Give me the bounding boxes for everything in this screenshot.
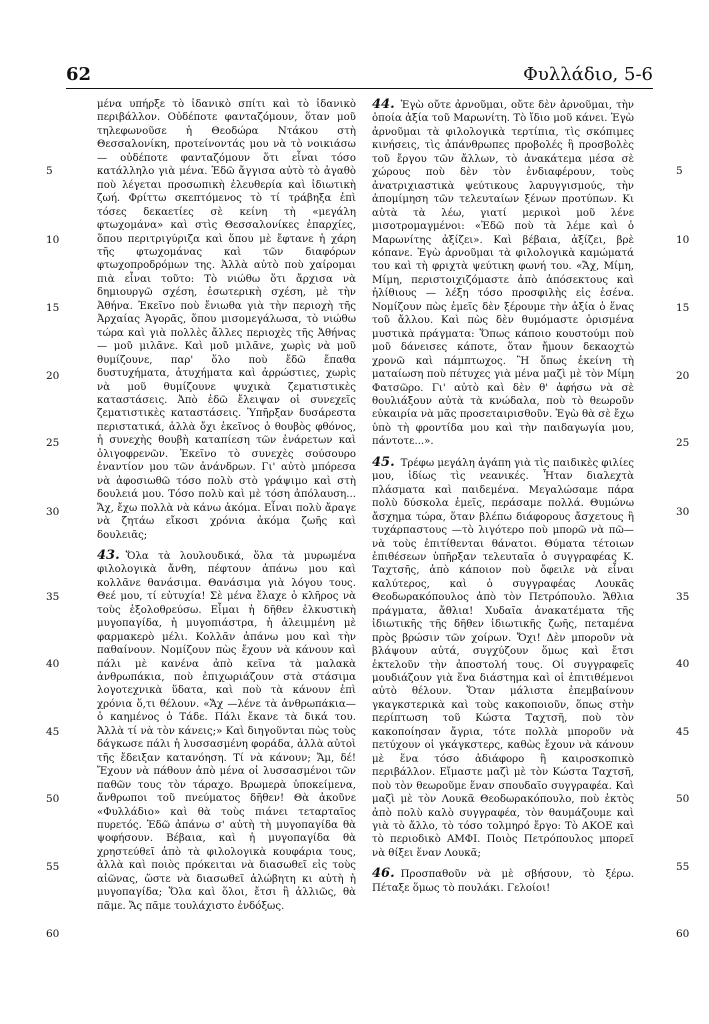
line-number: 50	[676, 793, 690, 805]
running-title: Φυλλάδιο, 5-6	[523, 64, 653, 85]
line-number: 25	[676, 437, 690, 449]
line-number: 35	[46, 591, 60, 603]
section-43	[97, 549, 356, 913]
line-number: 40	[676, 658, 690, 670]
section-45	[372, 456, 634, 861]
line-number: 10	[676, 234, 690, 246]
line-number: 20	[676, 370, 690, 382]
line-number: 15	[676, 302, 690, 314]
page-header	[66, 62, 653, 89]
line-number: 50	[46, 793, 60, 805]
line-number: 15	[46, 302, 60, 314]
line-number: 45	[46, 726, 60, 738]
line-number: 30	[46, 506, 60, 518]
section-text: Ὅλα τὰ λουλουδικά, ὅλα τὰ μυρωμένα φιλολογικὰ ἄνθη, πέφτουν ἀπάνω μου καὶ κολλᾶνε θανάσιμα. Θανάσιμα γιὰ λόγου τους. Θεέ μου, τί εὐτυχία! Σὲ μένα ἔλαχε ὁ κλῆρος νὰ τοὺς ἐξολοθρεύσω. Εἶμαι ἡ δῆθεν ἑλκυστικὴ μυγοπαγίδα, ἡ μυγοπιάστρα, ἡ ἀλειμμένη μὲ φαρμακερὸ μέλι. Κολλᾶν ἀπάνω μου καὶ τὴν παθαίνουν. Νομίζουν πὼς ἔχουν νὰ κάνουν καὶ πάλι μὲ κανένα ἀπὸ κεῖνα τὰ μαλακὰ ἀνθρωπάκια, ποὺ ἐπιχωριάζουν στὰ στάσιμα λογοτεχνικὰ ὕδατα, καὶ ποὺ τὰ κάνουν ἐπὶ χρόνια ὅ,τι θέλουν. «Ἄχ —λένε τὰ ἀνθρωπάκια— ὁ καημένος ὁ Τάδε. Πάλι ἔκανε τὰ δικά του. Ἀλλὰ τί νὰ τὸν κάνεις;» Καὶ διηγοῦνται πὼς τοὺς δάγκωσε πάλι ἡ λυσσασμένη φοράδα, ἀλλὰ αὐτοὶ τῆς ἔδειξαν κατανόηση. Τί νὰ κάνουν; Ἄμ, δέ! Ἔχουν νὰ πάθουν ἀπὸ μένα οἱ λυσσασμένοι τῶν παθῶν τους τὸν τάραχο. Βρωμερὰ ὑποκείμενα, ἄνθρωποι τοῦ πνεύματος δῆθεν! Θὰ ἀκοῦνε «Φυλλάδιο» καὶ θὰ τοὺς πιάνει τεταρταῖος πυρετός. Ἐδῶ ἀπάνω σ' αὐτὴ τὴ μυγοπαγίδα θὰ ψοφήσουν. Βέβαια, καὶ ἡ μυγοπαγίδα θὰ χρηστεύθεῖ ἀπὸ τὰ φιλολογικὰ κουφάρια τους, ἀλλὰ καὶ ποιὸς πρόκειται νὰ διασωθεῖ εἰς τοὺς αἰῶνας, ὥστε νὰ διασωθεῖ ἀλώβητη κι αὐτὴ ἡ μυγοπαγίδα; Ὅλα καὶ ὅλοι, ἔτσι ἢ ἀλλιῶς, θὰ πᾶμε. Ἄς πᾶμε τουλάχιστο ἐνδόξως.	[97, 550, 356, 912]
line-number: 25	[46, 437, 60, 449]
line-number: 5	[676, 165, 683, 177]
section-number: 46.	[372, 866, 395, 882]
page-number: 62	[66, 64, 92, 85]
line-number: 10	[46, 234, 60, 246]
line-number: 45	[676, 726, 690, 738]
right-column	[372, 98, 634, 895]
line-number: 30	[676, 506, 690, 518]
line-number: 55	[46, 861, 60, 873]
paragraph: μένα υπήρξε τὸ ἰδανικὸ σπίτι καὶ τὸ ἰδανικὸ περιβάλλον. Οὐδέποτε φανταζόμουν, ὅταν μοῦ τηλεφωνοῦσε ἡ Θεοδώρα Ντάκου στὴ Θεσσαλονίκη, προτείνοντάς μου νὰ τὸ νοικιάσω — οὐδέποτε φανταζόμουν ὅτι εἶναι τόσο κατάλληλο γιὰ μένα. Ἐδῶ ἄγγισα αὐτὸ τὸ ἀγαθὸ ποὺ λέγεται προσωπικὴ ἐλευθερία καὶ ἰδιωτικὴ ζωή. Φρίττω σκεπτόμενος τὸ τί τράβηξα ἐπὶ τόσες δεκαετίες σὲ κείνη τὴ «μεγάλη φτωχομάνα» καὶ στὶς Θεσσαλονίκες ἐπαρχίες, ὅπου περιτριγύριζα καὶ ὅπου μὲ ἔφτανε ἡ χάρη τῆς φτωχομάνας καὶ τῶν διαφόρων φτωχοπροδρόμων της. Ἀλλὰ αὐτὸ ποὺ χαίρομαι πιὰ εἶναι τοῦτο: Τὸ νιώθω ὅτι ἄρχισα νὰ δημιουργῶ σχέση, ἐσωτερικὴ σχέση, μὲ τὴν Ἀθήνα. Ἐκεῖνο ποὺ ἔνιωθα γιὰ τὴν περιοχὴ τῆς Ἀρχαίας Ἀγορᾶς, ὅπου μισομεγάλωσα, τὸ νιώθω τώρα καὶ γιὰ πολλὲς ἄλλες περιοχὲς τῆς Ἀθήνας — μοῦ μιλᾶνε. Καὶ μοῦ μιλᾶνε, χωρὶς νὰ μοῦ θυμίζουνε, παρ' ὅλο ποὺ ἔδῶ ἔπαθα δυστυχήματα, ἀτυχήματα καὶ ἀρρώστιες, χωρὶς νὰ μοῦ θυμίζουνε ψυχικὰ ζεματιστικὲς καταστάσεις. Ἀπὸ ἐδῶ ἔλειψαν οἱ συνεχεῖς ζεματιστικὲς καταστάσεις. Ὑπῆρξαν δυσάρεστα περιστατικά, ἀλλὰ ὄχι ἐκεῖνος ὁ θουβὸς φθόνος, ἡ συνεχὴς θουβὴ καταπίεση τῶν ἐνάρετων καὶ ὀλιγοφρενῶν. Ἐκεῖνο τὸ συνεχὲς σούσουρο ἐναντίον μου τῶν ἀνάνδρων. Γι' αὐτὸ μπόρεσα νὰ ἀφοσιωθῶ τόσο πολὺ στὸ γράψιμο καὶ στὴ δουλειά μου. Τόσο πολὺ καὶ μὲ τόση ἀπόλαυση... Ἄχ, ἔχω πολλὰ νὰ κάνω ἀκόμα. Εἶναι πολὺ ἄραγε νὰ ζητάω εἴκοσι χρόνια ἀκόμα ζωῆς καὶ δουλειᾶς;	[97, 99, 356, 541]
section-text: Ἐγὼ οὔτε ἀρνοῦμαι, οὔτε δὲν ἀρνοῦμαι, τὴν ὁποία ἀξία τοῦ Μαρωνίτη. Τὸ ἴδιο μοῦ κάνει. Ἐγὼ ἀρνοῦμαι τὰ φιλολογικὰ τερτίπια, τὶς σκόπιμες κινήσεις, τὶς ἀπάνθρωπες προβολές ἢ προσβολὲς τοῦ ἔργου τῶν ἄλλων, τὸ ἀνακάτεμα μέσα σὲ χώρους ποὺ δὲν τὸν ἐνδιαφέρουν, τοὺς ἀνατριχιαστικὰ ψεύτικους λαρυγγισμούς, τὴν ἀπομίμηση τῶν τελευταίων ξένων προτύπων. Κι αὐτὰ τὰ λέω, γιατί μερικοὶ μοῦ λένε μισοτρομαγμένοι: «Ἐδῶ ποὺ τὰ λέμε καὶ ὁ Μαρωνίτης ἀξίζει». Καὶ βέβαια, ἀξίζει, βρὲ κόπανε. Ἐγὼ ἀρνοῦμαι τὰ φιλολογικὰ καμώματά του καὶ τὴ φριχτὰ ψεύτικη φωνή του. «Ἄχ, Μίμη, Μίμη, περιστοιχιζόμαστε ἀπὸ ἀπόσεκτους καὶ ἠλίθιους — λέξη τόσο προσφιλὴς εἰς ἐσένα. Νομίζουν πὼς ἐμεῖς δὲν ξέρουμε τὴν ἀξία ὁ ἕνας τοῦ ἄλλου. Καὶ πὼς δὲν θυμόμαστε ὁρισμένα μυστικὰ πράγματα: Ὅπως κάποιο κουστούμι ποὺ μοῦ δάνεισες κάποτε, ὅταν ἤμουν δεκαοχτὼ χρονῶ καὶ πάμπτωχος. Ἢ ὅπως ἐκείνη τὴ ματαίωση ποὺ πέτυχες γιὰ μένα μαζὶ μὲ τὸν Μίμη Φατσῶρο. Γι' αὐτὸ καὶ δὲν θ' ἀφήσω νὰ σὲ θουλιάξουν αὐτὰ τὰ κνώδαλα, ποὺ τὸ θεωροῦν εὐκαιρία νὰ μᾶς προσεταιρισθοῦν. Ἐγὼ θὰ σὲ ἔχω ὑπὸ τὴ φροντίδα μου καὶ τὴν παιδαγωγία μου, πάντοτε...».	[372, 100, 634, 448]
section-46	[372, 867, 634, 895]
section-number: 43.	[97, 547, 120, 563]
line-number: 55	[676, 861, 690, 873]
section-text: Τρέφω μεγάλη ἀγάπη γιὰ τὶς παιδικὲς φιλίες μου, ἰδίως τὶς νεανικές. Ἦταν διαλεχτὰ πλάσματα καὶ παιδεμένα. Μεγαλώσαμε πάρα πολὺ δύσκολα ἐμεῖς, περάσαμε πολλά. Θυμώνω ἄσχημα τώρα, ὅταν βλέπω διάφορους ἄσχετους ἢ τυχάρπαστους —τὸ λιγότερο ποὺ μπορῶ νὰ πῶ— νὰ τοὺς ἐπιτίθενται θάνατοι. Θύματα τέτοιων ἐπιθέσεων ὑπῆρξαν τελευταῖα ὁ συγγραφέας Κ. Ταχτσῆς, ἀπὸ κάποιον ποὺ ὄφειλε νὰ εἶναι καλύτερος, καὶ ὁ συγγραφέας Λουκᾶς Θεοδωρακόπουλος ἀπὸ τὸν Πετρόπουλο. Ἄθλια πράγματα, ἄθλια! Χυδαῖα ἀνακατέματα τῆς ἰδιωτικῆς τῆς δῆθεν ἰδιωτικῆς ζωῆς, πεταμένα πρὸς βρώσιν τῶν χοίρων. Ὄχι! Δὲν μποροῦν νὰ βλάψουν αὐτά, συγχύζουν ὅμως καὶ ἔτσι ἐκτελοῦν τὴν ἀποστολή τους. Οἱ συγγραφεῖς μουδιάζουν γιὰ ἕνα διάστημα καὶ οἱ ἐπιτιθέμενοι αὐτὸ θέλουν. Ὅταν μάλιστα ἐπεμβαίνουν γκαγκστερικὰ καὶ τοὺς κακοποιοῦν, ὅπως στὴν περίπτωση τοῦ Κώστα Ταχτσῆ, ποὺ τὸν κακοποίησαν ἄγρια, τότε πολλὰ μποροῦν νὰ πετύχουν οἱ γκάγκστερς, καθὼς ἔχουν νὰ κάνουν μὲ ἕνα τόσο ἀδιάφορο ἢ καιροσκοπικὸ περιβάλλον. Εἴμαστε μαζὶ μὲ τὸν Κώστα Ταχτσῆ, ποὺ τὸν θεωροῦμε ἕναν σπουδαῖο συγγραφέα. Καὶ μαζὶ μὲ τὸν Λουκᾶ Θεοδωρακόπουλο, ποὺ ἐκτὸς ἀπὸ πολὺ καλὸ συγγραφέα, τὸν θαυμάζουμε καὶ γιὰ τὸ ἄλλο, τὸ τόσο τολμηρό ἔργο: Τὸ ΑΚΟΕ καὶ τὸ περιοδικὸ ΑΜΦΙ. Ποιὸς Πετρόπουλος μπορεῖ νὰ θίξει ἕναν Λουκᾶ;	[372, 457, 634, 859]
section-number: 44.	[372, 97, 395, 112]
section-text: Προσπαθοῦν νὰ μὲ σβήσουν, τὸ ξέρω. Πέταξε ὅμως τὸ πουλάκι. Γελοίοι!	[372, 869, 634, 894]
line-number: 35	[676, 591, 690, 603]
line-number: 40	[46, 658, 60, 670]
line-number: 20	[46, 370, 60, 382]
section-number: 45.	[372, 454, 395, 470]
left-column	[97, 98, 356, 913]
section-44	[372, 98, 634, 449]
line-number: 60	[46, 928, 60, 940]
line-number: 60	[676, 928, 690, 940]
line-number: 5	[46, 165, 53, 177]
